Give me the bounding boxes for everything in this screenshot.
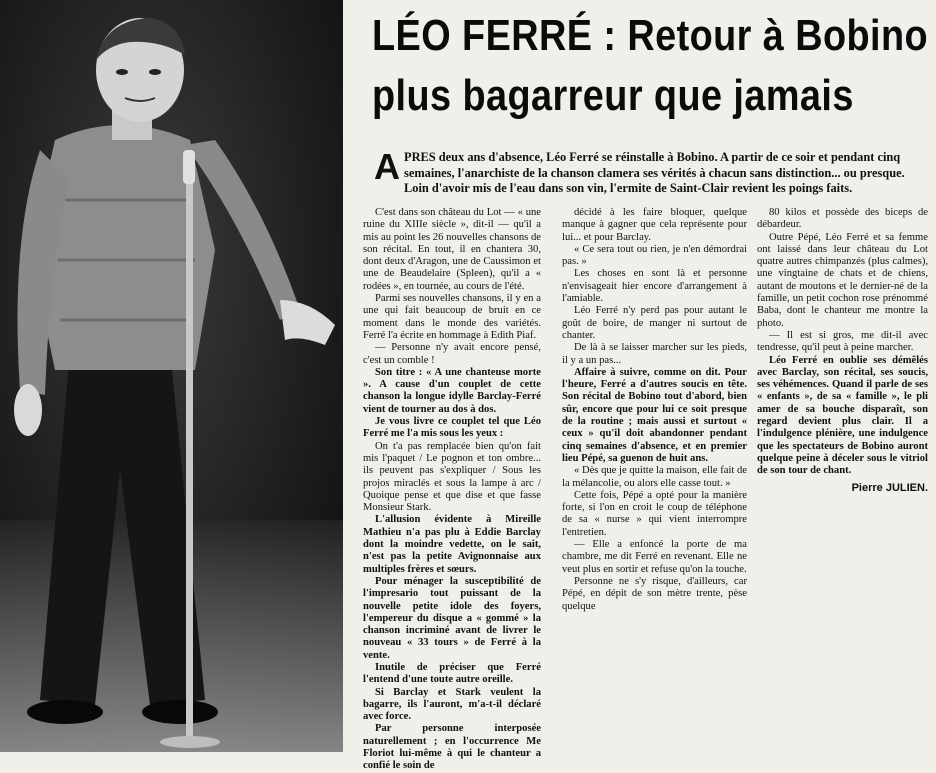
article-paragraph: On t'a pas remplacée bien qu'on fait mis l'paquet / Le pognon et ton ombre... ils peuvent pas s'expliquer / Sous les projos miraclés et sous la lampe à arc / Quoique pense et que dise et que fasse Monsieur Stark.: [363, 440, 541, 514]
article-paragraph: Affaire à suivre, comme on dit. Pour l'heure, Ferré a d'autres soucis en tête. Son récital de Bobino tout d'abord, bien sûr, encore que pour lui ce soit presque de la routine ; mais aussi et surtout « ceux » qu'il doit abandonner pendant cinq semaines d'absence, et en premier lieu Pépé, sa guenon de huit ans.: [562, 366, 747, 464]
lead-text: PRES deux ans d'absence, Léo Ferré se réinstalle à Bobino. A partir de ce soir et pendant cinq semaines, l'anarchiste de la chanson clamera ses vérités à chacun sans distinction... ou presque.: [404, 150, 905, 180]
article-paragraph: Les choses en sont là et personne n'envisageait hier encore d'arrangement à l'amiable.: [562, 268, 747, 305]
article-paragraph: « Ce sera tout ou rien, je n'en démordrai pas. »: [562, 243, 747, 268]
article-paragraph: De là à se laisser marcher sur les pieds, il y a un pas...: [562, 342, 747, 366]
article-paragraph: « Dès que je quitte la maison, elle fait de la mélancolie, ou alors elle casse tout. »: [562, 465, 747, 489]
article-paragraph: C'est dans son château du Lot — « une ruine du XIIIe siècle », dit-il — qu'il a mis au point les 26 nouvelles chansons de son récital. En tout, il en chantera 30, dont deux d'Aragon, une de Caussimon et une de Beaudelaire (Spleen), qu'il a « rodées », en tournée, au cours de l'été.: [363, 207, 541, 292]
singer-photo: [0, 0, 343, 752]
article-paragraph: Je vous livre ce couplet tel que Léo Ferré me l'a mis sous les yeux :: [363, 416, 541, 440]
article-paragraph: Pour ménager la susceptibilité de l'impresario tout puissant de la nouvelle petite idole des foyers, l'empereur du disque a « gommé » la chanson incriminé avant de livrer le nouveau « 33 tours » de Ferré à la vente.: [363, 575, 541, 661]
article-paragraph: Son titre : « A une chanteuse morte ». A cause d'un couplet de cette chanson la longue idylle Barclay-Ferré vient de tourner au dos à dos.: [363, 366, 541, 415]
article-paragraph: Personne ne s'y risque, d'ailleurs, car Pépé, en dépit de son mètre trente, pèse quelque: [562, 575, 747, 612]
headline: [372, 6, 929, 126]
article-column-1: [363, 207, 541, 773]
article-paragraph: Léo Ferré en oublie ses démêlés avec Barclay, son récital, ses soucis, ses véhémences. Quand il parle de ses « enfants », de sa « famille », le pli amer de sa bouche disparaît, son regard devient plus clair. Il a l'indulgence plénière, une indulgence que les spectateurs de Bobino auront quelque peine à déceler sous le vitriol de son tour de chant.: [757, 354, 928, 477]
article-paragraph: — Personne n'y avait encore pensé, c'est un comble !: [363, 342, 541, 366]
performer-illustration: [0, 0, 343, 752]
article-paragraph: — Elle a enfoncé la porte de ma chambre, me dit Ferré en revenant. Elle ne veut plus en sortir et refuse qu'on la touche.: [562, 539, 747, 575]
article-paragraph: — Il est si gros, me dit-il avec tendresse, qu'il peut à peine marcher.: [757, 329, 928, 354]
article-paragraph: Par personne interposée naturellement ; en l'occurrence Me Floriot lui-même à qui le chanteur a confié le soin de: [363, 723, 541, 772]
article-paragraph: décidé à les faire bloquer, quelque manque à gagner que cela représente pour lui... et pour Barclay.: [562, 207, 747, 243]
article-paragraph: Cette fois, Pépé a opté pour la manière forte, si l'on en croit le coup de téléphone de sa « nurse » qui vient interrompre l'entretien.: [562, 489, 747, 538]
article-paragraph: Léo Ferré n'y perd pas pour autant le goût de boire, de manger ni surtout de chanter.: [562, 305, 747, 341]
article-paragraph: L'allusion évidente à Mireille Mathieu n'a pas plu à Eddie Barclay dont la moindre vedette, on le sait, n'est pas la petite Avignonnaise aux multiples frères et sœurs.: [363, 514, 541, 575]
lead-subtext: Loin d'avoir mis de l'eau dans son vin, l'ermite de Saint-Clair revient les poings faits.: [404, 181, 853, 195]
article-paragraph: Inutile de préciser que Ferré l'entend d'une toute autre oreille.: [363, 661, 541, 686]
article-paragraph: Parmi ses nouvelles chansons, il y en a une qui fait beaucoup de bruit en ce moment dans le monde des variétés. Ferré l'a écrite en hommage à Edith Piaf.: [363, 293, 541, 341]
article-paragraph: Outre Pépé, Léo Ferré et sa femme ont laissé dans leur château du Lot quatre autres chimpanzés (plus calmes), une vingtaine de chats et de chiens, autant de moutons et le dernier-né de la famille, un petit cochon rose prénommé Baba, dont le chanteur me montre la photo.: [757, 231, 928, 329]
article-column-3: [757, 207, 928, 494]
article-column-2: [562, 207, 747, 613]
headline-line-1: LÉO FERRÉ : Retour à Bobino: [372, 11, 929, 60]
article-paragraph: Si Barclay et Stark veulent la bagarre, ils l'auront, m'a-t-il déclaré avec force.: [363, 686, 541, 723]
lead-paragraph: [374, 146, 924, 197]
headline-line-2: plus bagarreur que jamais: [372, 71, 854, 120]
article-paragraph: 80 kilos et possède des biceps de débardeur.: [757, 207, 928, 231]
author-signature: Pierre JULIEN.: [851, 481, 928, 494]
drop-cap: A: [374, 146, 400, 187]
